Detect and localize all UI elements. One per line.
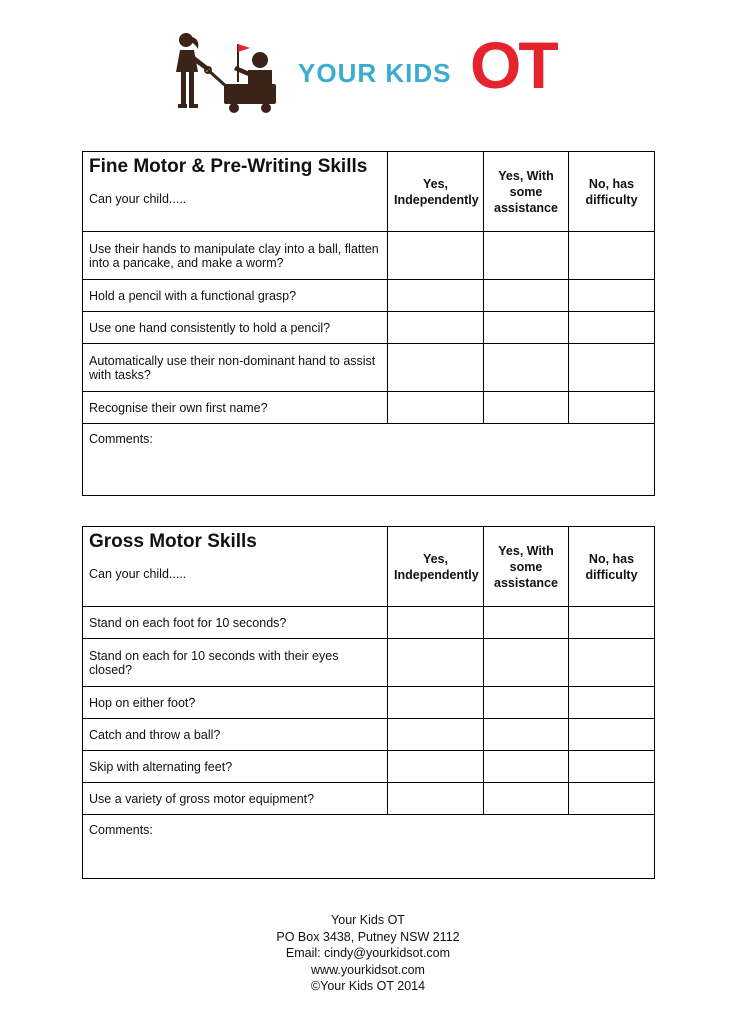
table-row xyxy=(83,687,655,719)
answer-cell-independently[interactable] xyxy=(388,639,484,687)
table-row xyxy=(83,280,655,312)
comments-label: Comments: xyxy=(89,823,153,837)
answer-cell-difficulty[interactable] xyxy=(569,687,655,719)
row-question: Stand on each for 10 seconds with their eyes closed? xyxy=(83,639,388,687)
child-wagon-icon xyxy=(170,28,290,118)
answer-cell-independently[interactable] xyxy=(388,607,484,639)
answer-cell-independently[interactable] xyxy=(388,719,484,751)
comments-row xyxy=(83,424,655,496)
gross-motor-table xyxy=(82,526,655,879)
answer-cell-difficulty[interactable] xyxy=(569,232,655,280)
column-header-with-assistance: Yes, With some assistance xyxy=(484,152,569,232)
table-header-row xyxy=(83,527,655,607)
answer-cell-independently[interactable] xyxy=(388,312,484,344)
footer-email[interactable]: Email: cindy@yourkidsot.com xyxy=(285,946,451,960)
answer-cell-difficulty[interactable] xyxy=(569,783,655,815)
answer-cell-with-assistance[interactable] xyxy=(484,344,569,392)
answer-cell-with-assistance[interactable] xyxy=(484,783,569,815)
answer-cell-with-assistance[interactable] xyxy=(484,639,569,687)
column-header-difficulty: No, has difficulty xyxy=(569,152,655,232)
column-header-with-assistance: Yes, With some assistance xyxy=(484,527,569,607)
answer-cell-with-assistance[interactable] xyxy=(484,687,569,719)
footer-website[interactable]: www.yourkidsot.com xyxy=(311,962,425,977)
answer-cell-independently[interactable] xyxy=(388,344,484,392)
column-header-independently: Yes, Independently xyxy=(388,152,484,232)
table-header-row xyxy=(83,152,655,232)
row-question: Use one hand consistently to hold a pencil? xyxy=(83,312,388,344)
section-title: Gross Motor Skills xyxy=(89,531,257,552)
answer-cell-with-assistance[interactable] xyxy=(484,232,569,280)
answer-cell-difficulty[interactable] xyxy=(569,392,655,424)
answer-cell-with-assistance[interactable] xyxy=(484,392,569,424)
comments-field[interactable] xyxy=(83,424,655,496)
answer-cell-independently[interactable] xyxy=(388,783,484,815)
answer-cell-independently[interactable] xyxy=(388,751,484,783)
answer-cell-with-assistance[interactable] xyxy=(484,280,569,312)
table-row xyxy=(83,751,655,783)
brand-logo xyxy=(170,28,580,118)
footer-address: PO Box 3438, Putney NSW 2112 xyxy=(276,929,460,944)
row-question: Catch and throw a ball? xyxy=(83,719,388,751)
section-title: Fine Motor & Pre-Writing Skills xyxy=(89,156,368,177)
answer-cell-difficulty[interactable] xyxy=(569,751,655,783)
row-question: Hold a pencil with a functional grasp? xyxy=(83,280,388,312)
table-row xyxy=(83,639,655,687)
table-row xyxy=(83,719,655,751)
comments-row xyxy=(83,815,655,879)
fine-motor-table xyxy=(82,151,655,496)
row-question: Use their hands to manipulate clay into a ball, flatten into a pancake, and make a worm? xyxy=(83,232,388,280)
column-header-difficulty: No, has difficulty xyxy=(569,527,655,607)
answer-cell-difficulty[interactable] xyxy=(569,312,655,344)
answer-cell-independently[interactable] xyxy=(388,232,484,280)
row-question: Hop on either foot? xyxy=(83,687,388,719)
answer-cell-difficulty[interactable] xyxy=(569,607,655,639)
row-question: Stand on each foot for 10 seconds? xyxy=(83,607,388,639)
answer-cell-difficulty[interactable] xyxy=(569,639,655,687)
answer-cell-difficulty[interactable] xyxy=(569,280,655,312)
answer-cell-with-assistance[interactable] xyxy=(484,607,569,639)
section-subtitle: Can your child..... xyxy=(89,192,187,206)
brand-mark: OT xyxy=(470,28,556,102)
section-header xyxy=(83,152,388,232)
footer xyxy=(0,912,736,995)
table-row xyxy=(83,392,655,424)
answer-cell-with-assistance[interactable] xyxy=(484,312,569,344)
section-subtitle: Can your child..... xyxy=(89,567,187,581)
answer-cell-independently[interactable] xyxy=(388,392,484,424)
row-question: Use a variety of gross motor equipment? xyxy=(83,783,388,815)
table-row xyxy=(83,607,655,639)
footer-copyright: ©Your Kids OT 2014 xyxy=(310,979,426,993)
answer-cell-with-assistance[interactable] xyxy=(484,719,569,751)
row-question: Recognise their own first name? xyxy=(83,392,388,424)
table-row xyxy=(83,232,655,280)
column-header-independently: Yes, Independently xyxy=(388,527,484,607)
table-row xyxy=(83,344,655,392)
footer-name: Your Kids OT xyxy=(331,913,405,927)
answer-cell-with-assistance[interactable] xyxy=(484,751,569,783)
brand-text: YOUR KIDS xyxy=(298,58,452,88)
section-header xyxy=(83,527,388,607)
comments-label: Comments: xyxy=(89,432,153,446)
answer-cell-independently[interactable] xyxy=(388,687,484,719)
comments-field[interactable] xyxy=(83,815,655,879)
row-question: Skip with alternating feet? xyxy=(83,751,388,783)
row-question: Automatically use their non-dominant hand to assist with tasks? xyxy=(83,344,388,392)
table-row xyxy=(83,312,655,344)
table-row xyxy=(83,783,655,815)
answer-cell-difficulty[interactable] xyxy=(569,719,655,751)
answer-cell-independently[interactable] xyxy=(388,280,484,312)
answer-cell-difficulty[interactable] xyxy=(569,344,655,392)
